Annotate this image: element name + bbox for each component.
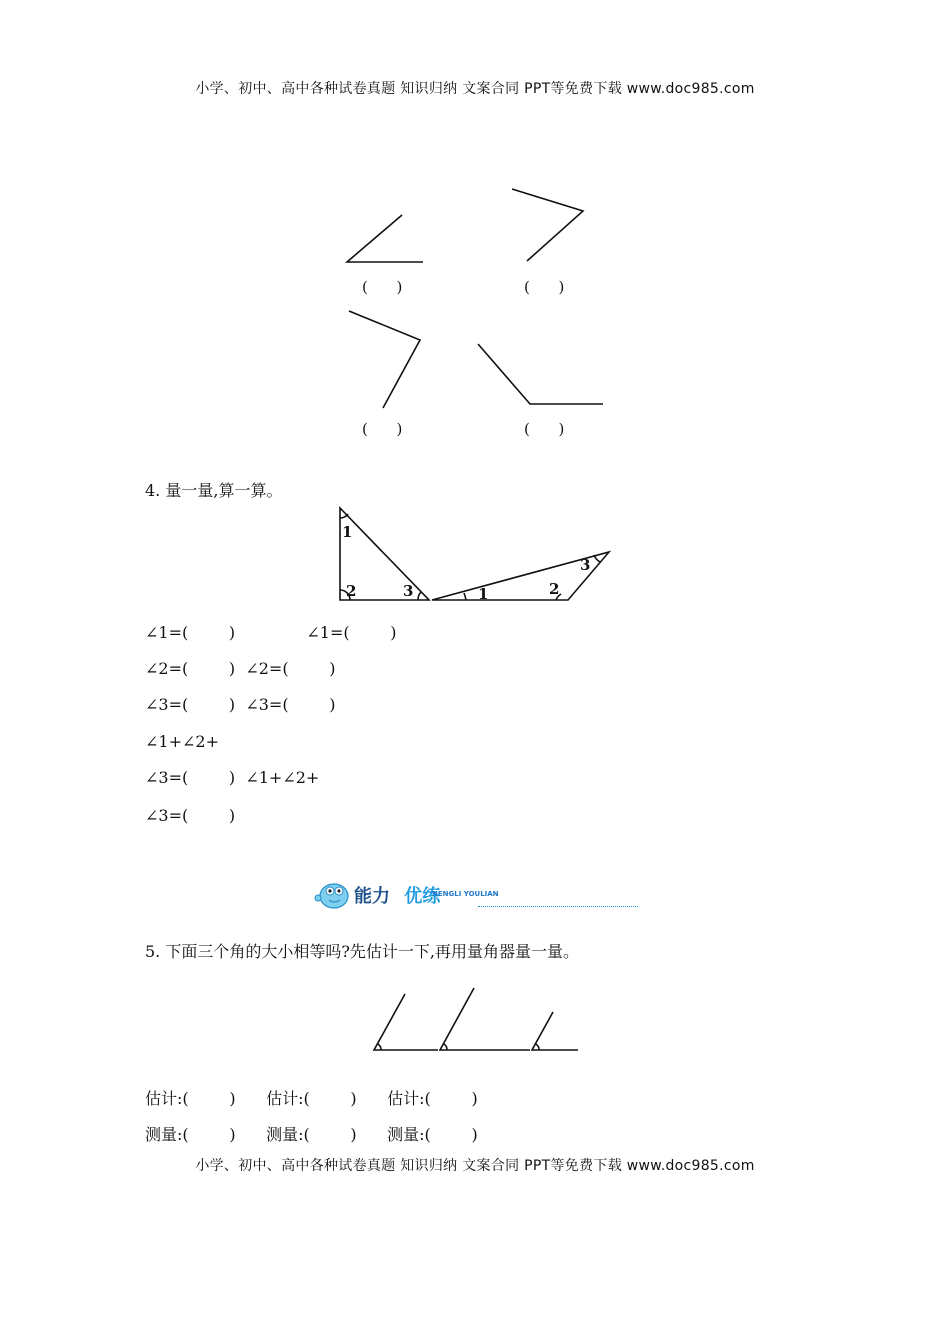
triangle-b-label-1: 1 <box>478 585 489 603</box>
banner-title-part1: 能力 <box>354 886 390 907</box>
triangle-b-label-3: 3 <box>580 556 591 574</box>
answer-line-5[interactable]: ∠3=( ) ∠1+∠2+ <box>145 768 320 787</box>
blank-3[interactable]: ( ) <box>362 420 403 438</box>
section5-title: 5. 下面三个角的大小相等吗?先估计一下,再用量角器量一量。 <box>145 942 580 961</box>
answer-line-2[interactable]: ∠2=( ) ∠2=( ) <box>145 659 336 678</box>
angle-5a-arc <box>378 1044 381 1050</box>
blank-4[interactable]: ( ) <box>524 420 565 438</box>
triangle-a-label-3: 3 <box>403 582 414 600</box>
section4-title: 4. 量一量,算一算。 <box>145 481 283 500</box>
triangle-a-label-1: 1 <box>342 523 353 541</box>
answer-line-3[interactable]: ∠3=( ) ∠3=( ) <box>145 695 336 714</box>
triangle-a-label-2: 2 <box>346 582 357 600</box>
estimate-row[interactable]: 估计:( ) 估计:( ) 估计:( ) <box>145 1089 478 1108</box>
triangle-b-label-2: 2 <box>549 580 560 598</box>
blank-2[interactable]: ( ) <box>524 278 565 296</box>
angle-5a <box>374 994 438 1050</box>
page-footer: 小学、初中、高中各种试卷真题 知识归纳 文案合同 PPT等免费下载 www.doc985.com <box>195 1158 755 1174</box>
answer-line-1[interactable]: ∠1=( ) ∠1=( ) <box>145 623 397 642</box>
angle-5b <box>440 988 530 1050</box>
blank-1[interactable]: ( ) <box>362 278 403 296</box>
answer-line-6[interactable]: ∠3=( ) <box>145 806 236 825</box>
angle-5b-arc <box>444 1044 447 1050</box>
banner-subtitle: NENGLI YOULIAN <box>432 890 499 898</box>
measure-row[interactable]: 测量:( ) 测量:( ) 测量:( ) <box>145 1125 478 1144</box>
answer-line-4: ∠1+∠2+ <box>145 732 219 751</box>
banner-title-part2: 优练 <box>404 886 441 907</box>
page-header: 小学、初中、高中各种试卷真题 知识归纳 文案合同 PPT等免费下载 www.doc985.com <box>195 81 755 97</box>
angle-5c-arc <box>536 1044 539 1050</box>
angle-5c <box>532 1012 578 1050</box>
